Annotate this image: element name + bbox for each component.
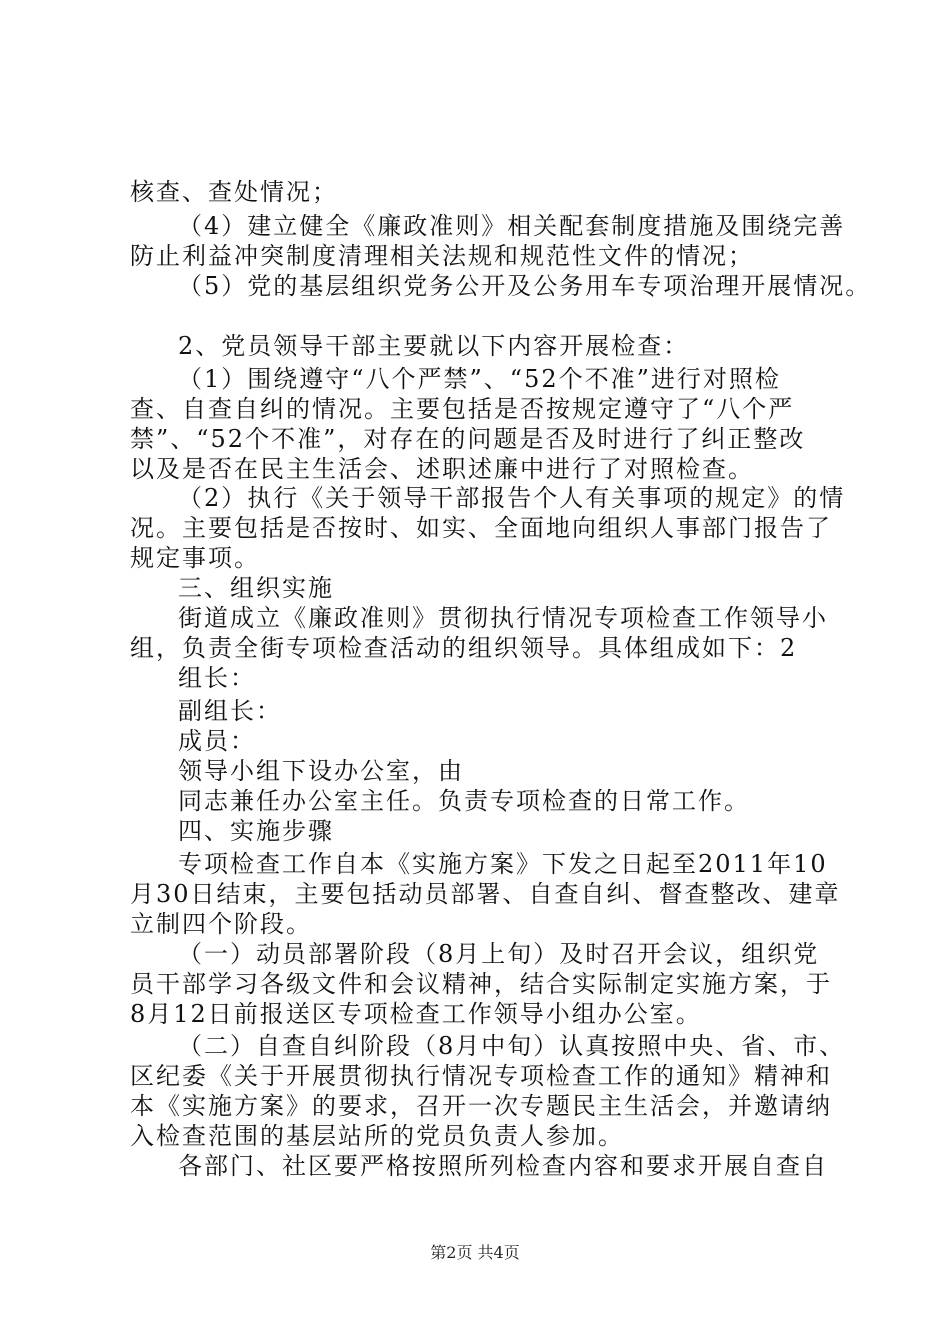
text-line: 入检查范围的基层站所的党员负责人参加。 <box>130 1122 624 1150</box>
text-line: 组，负责全街专项检查活动的组织领导。具体组成如下：2 <box>130 634 798 662</box>
section-heading: 三、组织实施 <box>178 574 334 602</box>
text-line: 专项检查工作自本《实施方案》下发之日起至2011年10 <box>178 850 828 878</box>
text-line: （2）执行《关于领导干部报告个人有关事项的规定》的情 <box>178 484 846 512</box>
text-line: 区纪委《关于开展贯彻执行情况专项检查工作的通知》精神和 <box>130 1062 832 1090</box>
text-line: 立制四个阶段。 <box>130 910 312 938</box>
text-line: 员干部学习各级文件和会议精神，结合实际制定实施方案，于 <box>130 970 832 998</box>
text-line: 2、党员领导干部主要就以下内容开展检查： <box>178 332 690 360</box>
text-line: 街道成立《廉政准则》贯彻执行情况专项检查工作领导小 <box>178 604 828 632</box>
text-line: 查、自查自纠的情况。主要包括是否按规定遵守了“八个严 <box>130 395 795 423</box>
text-line: 况。主要包括是否按时、如实、全面地向组织人事部门报告了 <box>130 514 832 542</box>
text-line: 同志兼任办公室主任。负责专项检查的日常工作。 <box>178 787 750 815</box>
text-line: 防止利益冲突制度清理相关法规和规范性文件的情况； <box>130 242 754 270</box>
text-line: （二）自查自纠阶段（8月中旬）认真按照中央、省、市、 <box>178 1032 846 1060</box>
text-line: 以及是否在民主生活会、述职述廉中进行了对照检查。 <box>130 455 754 483</box>
section-heading: 四、实施步骤 <box>178 817 334 845</box>
page-number-label: 第2页 共4页 <box>430 1243 520 1262</box>
text-line: 月30日结束，主要包括动员部署、自查自纠、督查整改、建章 <box>130 880 841 908</box>
text-line: 领导小组下设办公室，由 <box>178 757 464 785</box>
text-line: 规定事项。 <box>130 544 260 572</box>
text-line: 各部门、社区要严格按照所列检查内容和要求开展自查自 <box>178 1152 828 1180</box>
text-line: （一）动员部署阶段（8月上旬）及时召开会议，组织党 <box>178 940 820 968</box>
text-line: 成员： <box>178 727 256 755</box>
text-line: 组长： <box>178 664 256 692</box>
page-footer <box>0 1243 950 1263</box>
text-line: （1）围绕遵守“八个严禁”、“52个不准”进行对照检 <box>178 365 781 393</box>
text-line: 禁”、“52个不准”，对存在的问题是否及时进行了纠正整改 <box>130 425 806 453</box>
text-line: 本《实施方案》的要求，召开一次专题民主生活会，并邀请纳 <box>130 1092 832 1120</box>
text-line: （4）建立健全《廉政准则》相关配套制度措施及围绕完善 <box>178 212 846 240</box>
text-line: （5）党的基层组织党务公开及公务用车专项治理开展情况。 <box>178 272 872 300</box>
text-line: 副组长： <box>178 697 282 725</box>
text-line: 8月12日前报送区专项检查工作领导小组办公室。 <box>130 1000 702 1028</box>
text-line: 核查、查处情况； <box>130 178 338 206</box>
